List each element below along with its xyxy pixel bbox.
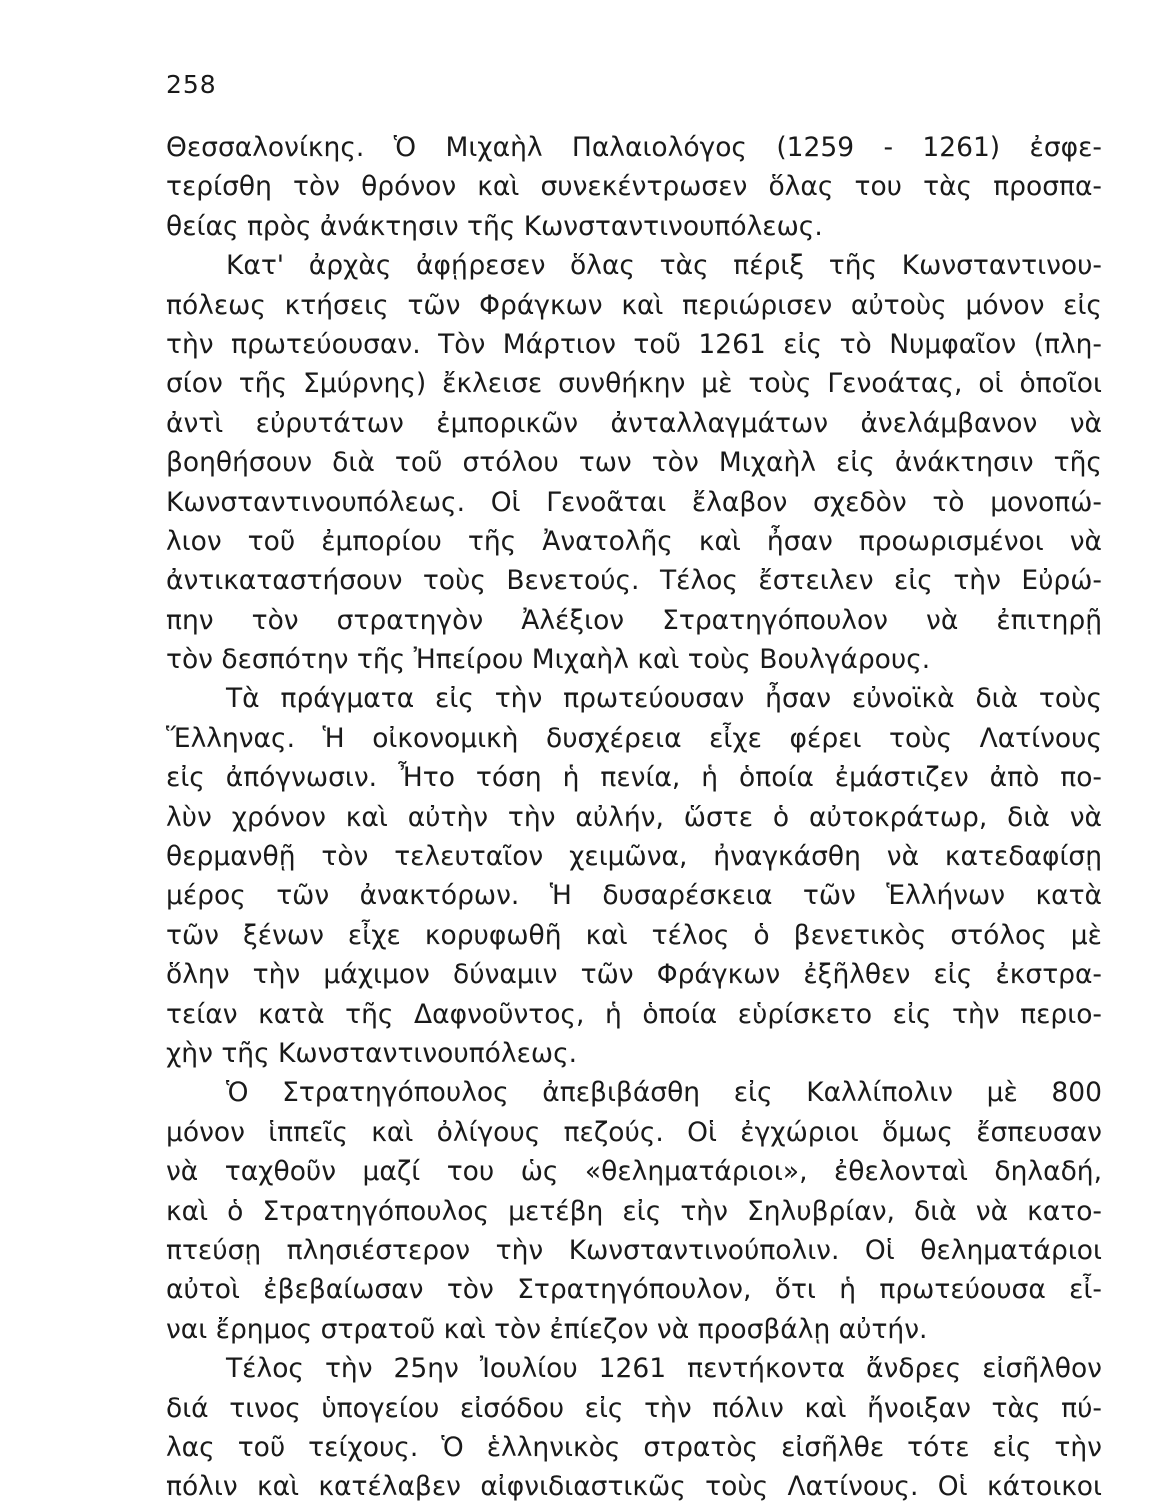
text-line: τῶν ξένων εἶχε κορυφωθῆ καὶ τέλος ὁ βενετικὸς στόλος μὲ (166, 919, 1102, 951)
text-line: λας τοῦ τείχους. Ὁ ἑλληνικὸς στρατὸς εἰσῆλθε τότε εἰς τὴν (166, 1431, 1102, 1463)
text-line: θερμανθῇ τὸν τελευταῖον χειμῶνα, ἠναγκάσθη νὰ κατεδαφίσῃ (166, 841, 1102, 873)
text-line: πτεύσῃ πλησιέστερον τὴν Κωνσταντινούπολιν. Οἱ θεληματάριοι (166, 1234, 1102, 1266)
text-line: χὴν τῆς Κωνσταντινουπόλεως. (166, 1037, 578, 1069)
text-line: ἀντικαταστήσουν τοὺς Βενετούς. Τέλος ἔστειλεν εἰς τὴν Εὐρώ- (166, 565, 1102, 597)
text-line: Τὰ πράγματα εἰς τὴν πρωτεύουσαν ἦσαν εὐνοϊκὰ διὰ τοὺς (226, 683, 1102, 715)
text-line: τὴν πρωτεύουσαν. Τὸν Μάρτιον τοῦ 1261 εἰς τὸ Νυμφαῖον (πλη- (166, 328, 1102, 360)
text-line: πόλιν καὶ κατέλαβεν αἰφνιδιαστικῶς τοὺς Λατίνους. Οἱ κάτοικοι (166, 1471, 1102, 1503)
text-line: λιον τοῦ ἐμπορίου τῆς Ἀνατολῆς καὶ ἦσαν προωρισμένοι νὰ (166, 525, 1102, 557)
text-line: ναι ἔρημος στρατοῦ καὶ τὸν ἐπίεζον νὰ προσβάλῃ αὐτήν. (166, 1313, 928, 1345)
text-line: νὰ ταχθοῦν μαζί του ὡς «θεληματάριοι», ἐθελονταὶ δηλαδή, (166, 1156, 1102, 1188)
text-line: μόνον ἱππεῖς καὶ ὀλίγους πεζούς. Οἱ ἐγχώριοι ὅμως ἔσπευσαν (166, 1116, 1102, 1148)
text-line: Τέλος τὴν 25ην Ἰουλίου 1261 πεντήκοντα ἄνδρες εἰσῆλθον (226, 1353, 1102, 1385)
text-line: Ὁ Στρατηγόπουλος ἀπεβιβάσθη εἰς Καλλίπολιν μὲ 800 (226, 1077, 1102, 1109)
text-line: τείαν κατὰ τῆς Δαφνοῦντος, ἡ ὁποία εὑρίσκετο εἰς τὴν περιο- (166, 998, 1102, 1030)
text-line: αὐτοὶ ἐβεβαίωσαν τὸν Στρατηγόπουλον, ὅτι ἡ πρωτεύουσα εἶ- (166, 1274, 1102, 1306)
text-line: πόλεως κτήσεις τῶν Φράγκων καὶ περιώρισεν αὐτοὺς μόνον εἰς (166, 289, 1102, 321)
text-line: τὸν δεσπότην τῆς Ἠπείρου Μιχαὴλ καὶ τοὺς Βουλγάρους. (166, 644, 931, 676)
text-line: σίον τῆς Σμύρνης) ἔκλεισε συνθήκην μὲ τοὺς Γενοάτας, οἱ ὁποῖοι (166, 368, 1102, 400)
text-line: Κωνσταντινουπόλεως. Οἱ Γενοᾶται ἔλαβον σχεδὸν τὸ μονοπώ- (166, 486, 1102, 518)
text-line: λὺν χρόνον καὶ αὐτὴν τὴν αὐλήν, ὥστε ὁ αὐτοκράτωρ, διὰ νὰ (166, 801, 1102, 833)
text-line: βοηθήσουν διὰ τοῦ στόλου των τὸν Μιχαὴλ εἰς ἀνάκτησιν τῆς (166, 447, 1102, 479)
text-line: εἰς ἀπόγνωσιν. Ἦτο τόση ἡ πενία, ἡ ὁποία ἐμάστιζεν ἀπὸ πο- (166, 762, 1102, 794)
text-line: ὅλην τὴν μάχιμον δύναμιν τῶν Φράγκων ἐξῆλθεν εἰς ἐκστρα- (166, 959, 1102, 991)
text-line: πην τὸν στρατηγὸν Ἀλέξιον Στρατηγόπουλον νὰ ἐπιτηρῇ (166, 604, 1102, 636)
text-line: διά τινος ὑπογείου εἰσόδου εἰς τὴν πόλιν καὶ ἤνοιξαν τὰς πύ- (166, 1392, 1102, 1424)
text-line: ἀντὶ εὐρυτάτων ἐμπορικῶν ἀνταλλαγμάτων ἀνελάμβανον νὰ (166, 407, 1102, 439)
text-line: καὶ ὁ Στρατηγόπουλος μετέβη εἰς τὴν Σηλυβρίαν, διὰ νὰ κατο- (166, 1195, 1102, 1227)
text-line: μέρος τῶν ἀνακτόρων. Ἡ δυσαρέσκεια τῶν Ἑλλήνων κατὰ (166, 880, 1102, 912)
body-text (166, 128, 1102, 1507)
text-line: Κατ' ἀρχὰς ἀφῄρεσεν ὅλας τὰς πέριξ τῆς Κωνσταντινου- (226, 250, 1102, 282)
text-line: τερίσθη τὸν θρόνον καὶ συνεκέντρωσεν ὅλας του τὰς προσπα- (166, 171, 1102, 203)
text-line: Θεσσαλονίκης. Ὁ Μιχαὴλ Παλαιολόγος (1259 - 1261) ἐσφε- (166, 132, 1102, 163)
text-line: Ἕλληνας. Ἡ οἰκονομικὴ δυσχέρεια εἶχε φέρει τοὺς Λατίνους (166, 722, 1102, 754)
page-number: 258 (166, 70, 217, 99)
text-line: θείας πρὸς ἀνάκτησιν τῆς Κωνσταντινουπόλεως. (166, 210, 823, 242)
